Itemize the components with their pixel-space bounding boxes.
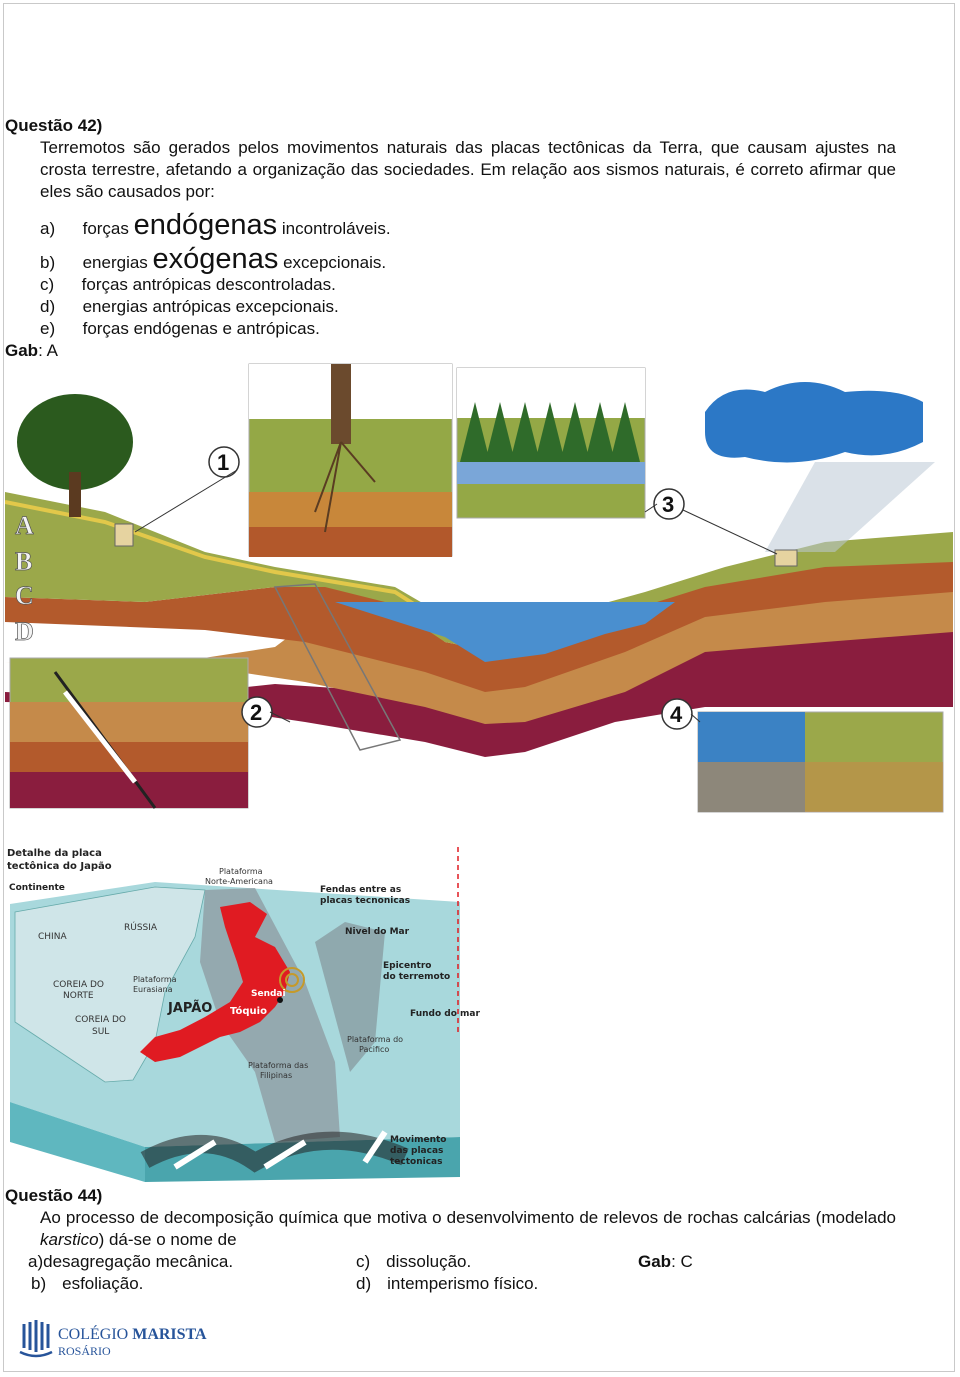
label-plataforma-eur-2: Eurasiana xyxy=(133,985,173,994)
option-text: excepcionais. xyxy=(283,253,387,272)
label-plataforma-pac-2: Pacifico xyxy=(359,1045,390,1054)
figure-title-line2: tectônica do Japão xyxy=(7,861,112,872)
label-coreia-norte-2: NORTE xyxy=(63,991,94,1001)
option-text: energias antrópicas excepcionais. xyxy=(82,297,339,316)
school-name xyxy=(58,1326,207,1344)
label-plataforma-na-2: Norte-Americana xyxy=(205,877,273,886)
label-sendai: Sendai xyxy=(251,989,286,999)
option-letter: a) xyxy=(40,219,56,238)
question-42-heading: Questão 42) xyxy=(5,116,103,135)
option-letter: b) xyxy=(31,1274,47,1293)
geology-cross-section-figure xyxy=(5,362,953,820)
option-letter: d) xyxy=(40,297,56,316)
label-nivel-mar: Nivel do Mar xyxy=(345,927,410,937)
statement-text: ) dá-se o nome de xyxy=(98,1230,237,1249)
option-e xyxy=(40,318,320,340)
option-text: esfoliação. xyxy=(62,1274,144,1293)
layer-letter-b: B xyxy=(15,547,33,576)
label-coreia-sul-2: SUL xyxy=(92,1027,110,1037)
answer-key-value: : A xyxy=(38,341,58,360)
answer-key-label: Gab xyxy=(5,341,39,360)
option-text: incontroláveis. xyxy=(281,219,391,238)
question-44-statement xyxy=(40,1207,896,1251)
option-letter: d) xyxy=(356,1274,372,1293)
label-fundo-mar: Fundo do mar xyxy=(410,1009,480,1019)
label-plataforma-pac-1: Plataforma do xyxy=(347,1035,404,1044)
option-text: dissolução. xyxy=(386,1252,472,1271)
label-plataforma-fil-2: Filipinas xyxy=(260,1071,293,1080)
callout-3: 3 xyxy=(662,492,675,517)
label-china: CHINA xyxy=(38,932,67,942)
option-text: energias xyxy=(82,253,148,272)
label-movimento-2: das placas xyxy=(390,1146,444,1156)
callout-4: 4 xyxy=(670,702,683,727)
callout-1: 1 xyxy=(217,450,230,475)
label-movimento-1: Movimento xyxy=(390,1135,447,1145)
option-text: forças xyxy=(82,219,129,238)
label-plataforma-na-1: Plataforma xyxy=(219,867,263,876)
label-plataforma-eur-1: Plataforma xyxy=(133,975,177,984)
label-coreia-norte-1: COREIA DO xyxy=(53,980,104,990)
label-movimento-3: tectonicas xyxy=(390,1157,443,1167)
figure-title-line1: Detalhe da placa xyxy=(7,848,102,859)
option-highlight: endógenas xyxy=(133,209,278,241)
option-d xyxy=(40,296,339,318)
marista-logo-icon xyxy=(16,1318,56,1358)
option-letter: b) xyxy=(40,253,56,272)
callout-2: 2 xyxy=(250,700,263,725)
label-epicentro-2: do terremoto xyxy=(383,972,451,982)
statement-text: Ao processo de decomposição química que motiva o desenvolvimento de relevos de rochas calcárias (modelado xyxy=(40,1208,896,1227)
answer-key-value: : C xyxy=(671,1252,693,1271)
label-japao: JAPÃO xyxy=(168,1001,213,1016)
q44-option-a: a)desagregação mecânica. xyxy=(28,1252,234,1271)
question-42-statement: Terremotos são gerados pelos movimentos naturais das placas tectônicas da Terra, que causam ajustes na crosta terrestre, afetando a organização das sociedades. Em relação aos sismos naturais, é correto afirmar que eles são causados por: xyxy=(40,138,896,201)
option-text: forças endógenas e antrópicas. xyxy=(82,319,320,338)
japan-plate-figure xyxy=(5,842,495,1187)
answer-key-label: Gab xyxy=(638,1252,672,1271)
school-name-part1: COLÉGIO xyxy=(58,1326,129,1343)
layer-letter-c: C xyxy=(15,581,34,610)
label-toquio: Tóquio xyxy=(230,1006,267,1017)
layer-letter-d: D xyxy=(15,617,34,646)
label-coreia-sul-1: COREIA DO xyxy=(75,1015,126,1025)
statement-italic: karstico xyxy=(40,1230,99,1249)
option-c xyxy=(40,274,336,296)
option-letter: e) xyxy=(40,319,56,338)
label-russia: RÚSSIA xyxy=(124,923,158,933)
label-fendas-2: placas tecnonicas xyxy=(320,896,411,906)
option-b xyxy=(40,243,387,276)
school-campus: ROSÁRIO xyxy=(58,1344,111,1358)
label-continente: Continente xyxy=(9,883,65,893)
option-letter: c) xyxy=(40,275,55,294)
school-name-part2: MARISTA xyxy=(132,1326,207,1343)
q44-option-b xyxy=(31,1273,143,1295)
label-plataforma-fil-1: Plataforma das xyxy=(248,1061,309,1070)
option-a xyxy=(40,209,391,242)
option-highlight: exógenas xyxy=(152,243,279,275)
rain-cloud xyxy=(705,382,923,462)
answer-key-44 xyxy=(638,1251,693,1273)
option-letter: c) xyxy=(356,1252,371,1271)
option-text: forças antrópicas descontroladas. xyxy=(81,275,336,294)
layer-letter-a: A xyxy=(15,511,34,540)
q44-option-d xyxy=(356,1273,538,1295)
q44-option-c xyxy=(356,1251,471,1273)
option-text: intemperismo físico. xyxy=(387,1274,539,1293)
answer-key-42 xyxy=(5,340,58,362)
label-epicentro-1: Epicentro xyxy=(383,961,432,971)
label-fendas-1: Fendas entre as xyxy=(320,885,402,895)
question-44-heading: Questão 44) xyxy=(5,1186,103,1205)
